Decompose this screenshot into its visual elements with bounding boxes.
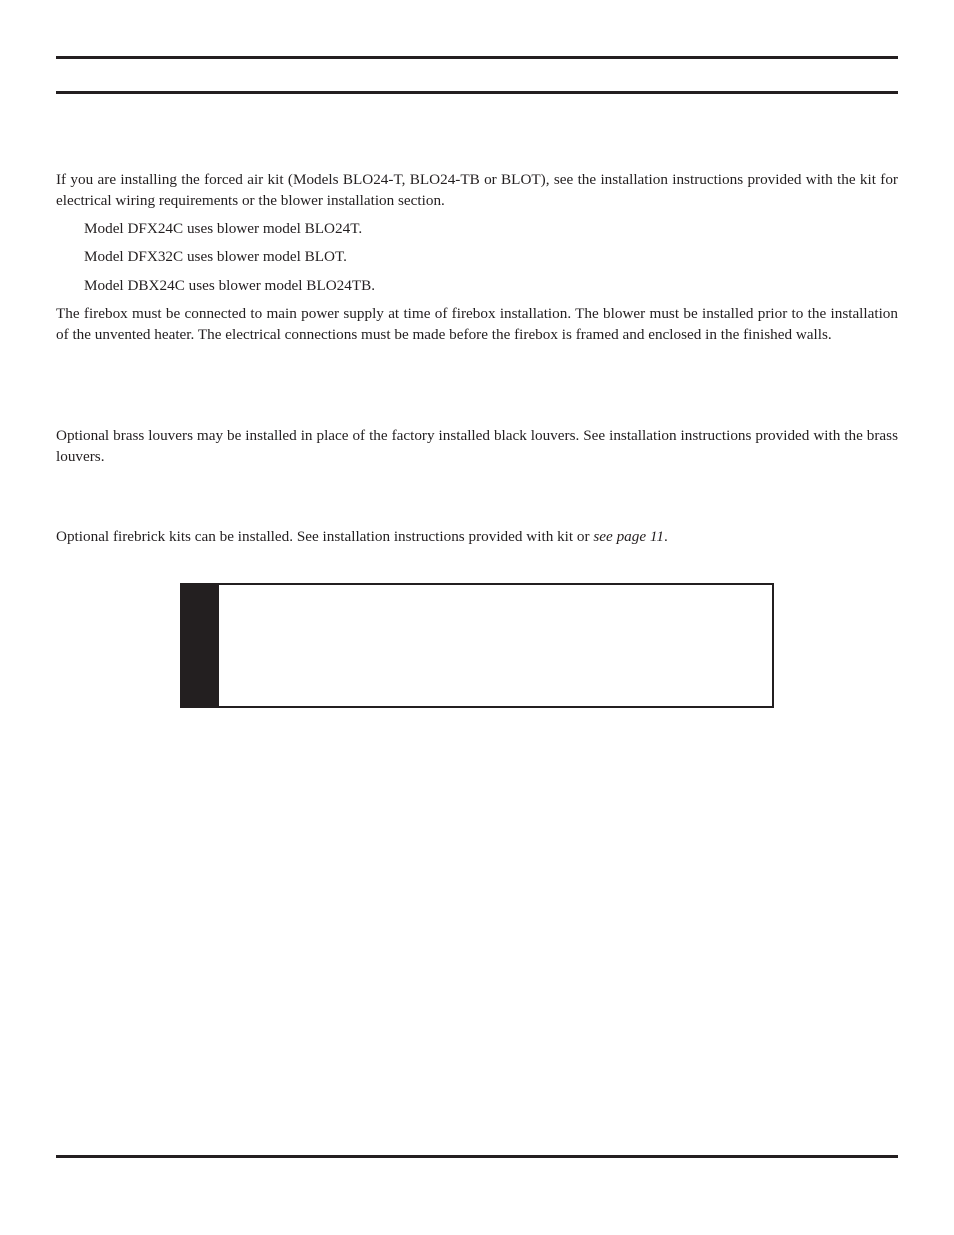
header-rule-top <box>56 56 898 59</box>
firebrick-period: . <box>663 528 668 545</box>
notice-side-bar <box>182 585 219 706</box>
model-line-dbx24c: Model DBX24C uses blower model BLO24TB. <box>84 277 376 294</box>
forced-air-paragraph: If you are installing the forced air kit (Models BLO24-T, BLO24-TB or BLOT), see the installation instructions provided with the kit for electrical wiring requirements or the blower installation section. <box>56 171 898 209</box>
firebox-power-paragraph: The firebox must be connected to main power supply at time of firebox installation. The blower must be installed prior to the installation of the unvented heater. The electrical connections must be made before the firebox is framed and enclosed in the finished walls. <box>56 305 898 343</box>
model-line-dfx24c: Model DFX24C uses blower model BLO24T. <box>84 220 363 237</box>
firebrick-paragraph <box>56 526 898 547</box>
notice-box <box>180 583 774 708</box>
page-reference-link[interactable]: see page 11 <box>593 528 664 545</box>
model-line-dfx32c: Model DFX32C uses blower model BLOT. <box>84 248 347 265</box>
header-rule-bottom <box>56 91 898 94</box>
firebrick-text: Optional firebrick kits can be installed. See installation instructions provided with kit or <box>56 528 594 545</box>
footer-rule <box>56 1155 898 1158</box>
brass-louvers-paragraph: Optional brass louvers may be installed in place of the factory installed black louvers. See installation instructions provided with the brass louvers. <box>56 427 898 465</box>
